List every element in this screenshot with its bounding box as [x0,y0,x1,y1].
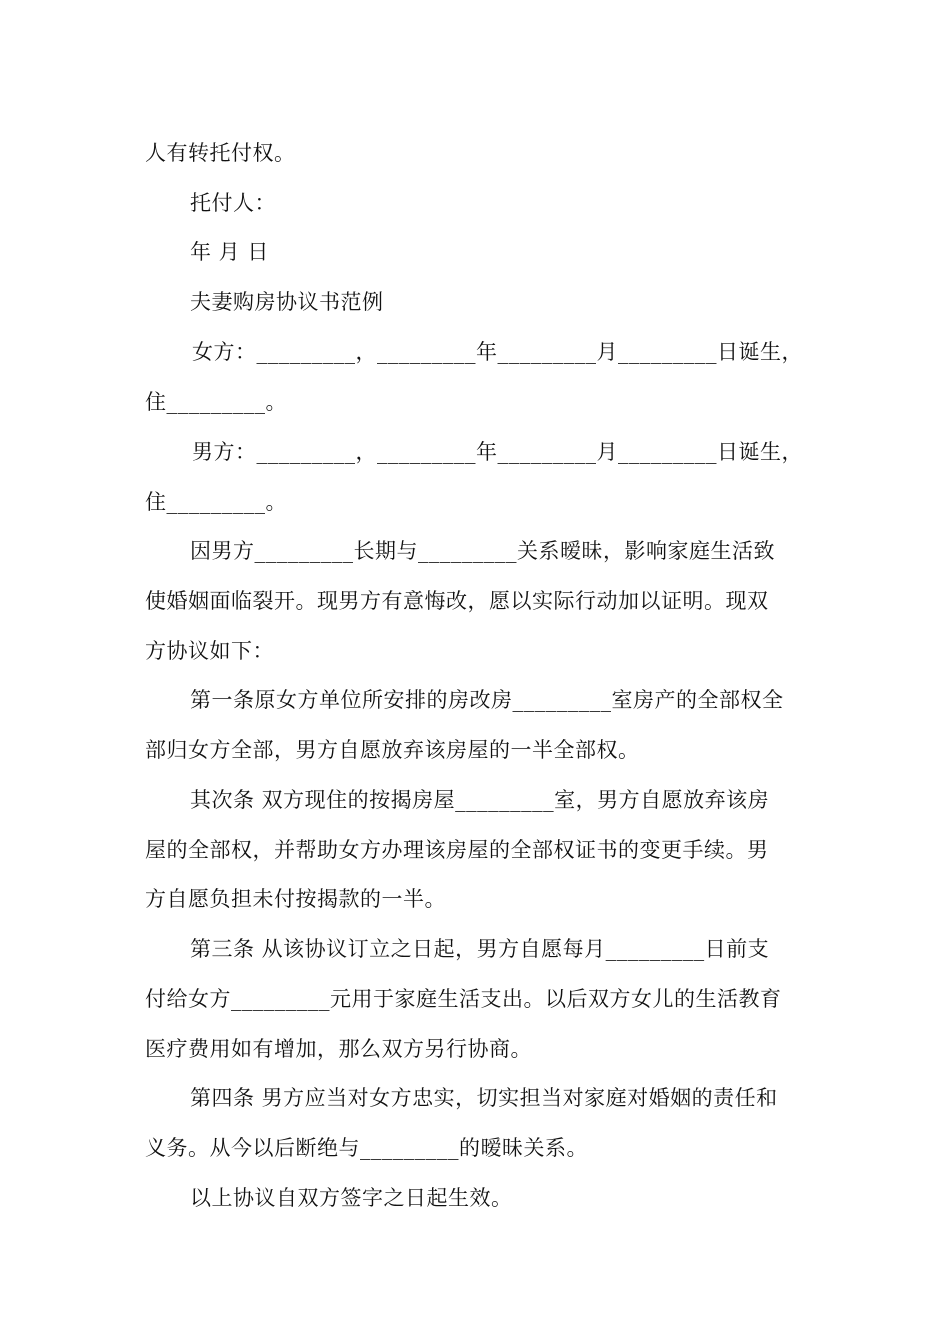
text-line: 住_________。 [145,490,287,514]
text-line: 义务。从今以后断绝与_________的暧昧关系。 [145,1136,588,1160]
text-line: 因男方_________长期与_________关系暧昧，影响家庭生活致 [190,539,775,563]
text-line: 男方：_________，_________年_________月_________日诞生， [192,440,803,464]
text-line: 托付人： [190,191,276,215]
text-line: 付给女方_________元用于家庭生活支出。以后双方女儿的生活教育 [145,987,782,1011]
text-line: 第四条 男方应当对女方忠实，切实担当对家庭对婚姻的责任和 [190,1086,778,1110]
text-line: 部归女方全部，男方自愿放弃该房屋的一半全部权。 [145,738,640,762]
text-line: 第一条原女方单位所安排的房改房_________室房产的全部权全 [190,688,784,712]
document-title: 夫妻购房协议书范例 [190,290,384,314]
text-line: 女方：_________，_________年_________月_________日诞生， [192,340,803,364]
text-line: 方协议如下： [145,639,274,663]
text-line: 住_________。 [145,390,287,414]
text-line: 年 月 日 [190,240,269,264]
text-line: 人有转托付权。 [145,141,296,165]
text-line: 屋的全部权，并帮助女方办理该房屋的全部权证书的变更手续。男 [145,838,769,862]
text-line: 医疗费用如有增加，那么双方另行协商。 [145,1037,532,1061]
text-line: 使婚姻面临裂开。现男方有意悔改，愿以实际行动加以证明。现双 [145,589,769,613]
text-line: 第三条 从该协议订立之日起，男方自愿每月_________日前支 [190,937,770,961]
text-line: 方自愿负担未付按揭款的一半。 [145,887,446,911]
text-line: 以上协议自双方签字之日起生效。 [190,1186,513,1210]
text-line: 其次条 双方现住的按揭房屋_________室，男方自愿放弃该房 [190,788,770,812]
